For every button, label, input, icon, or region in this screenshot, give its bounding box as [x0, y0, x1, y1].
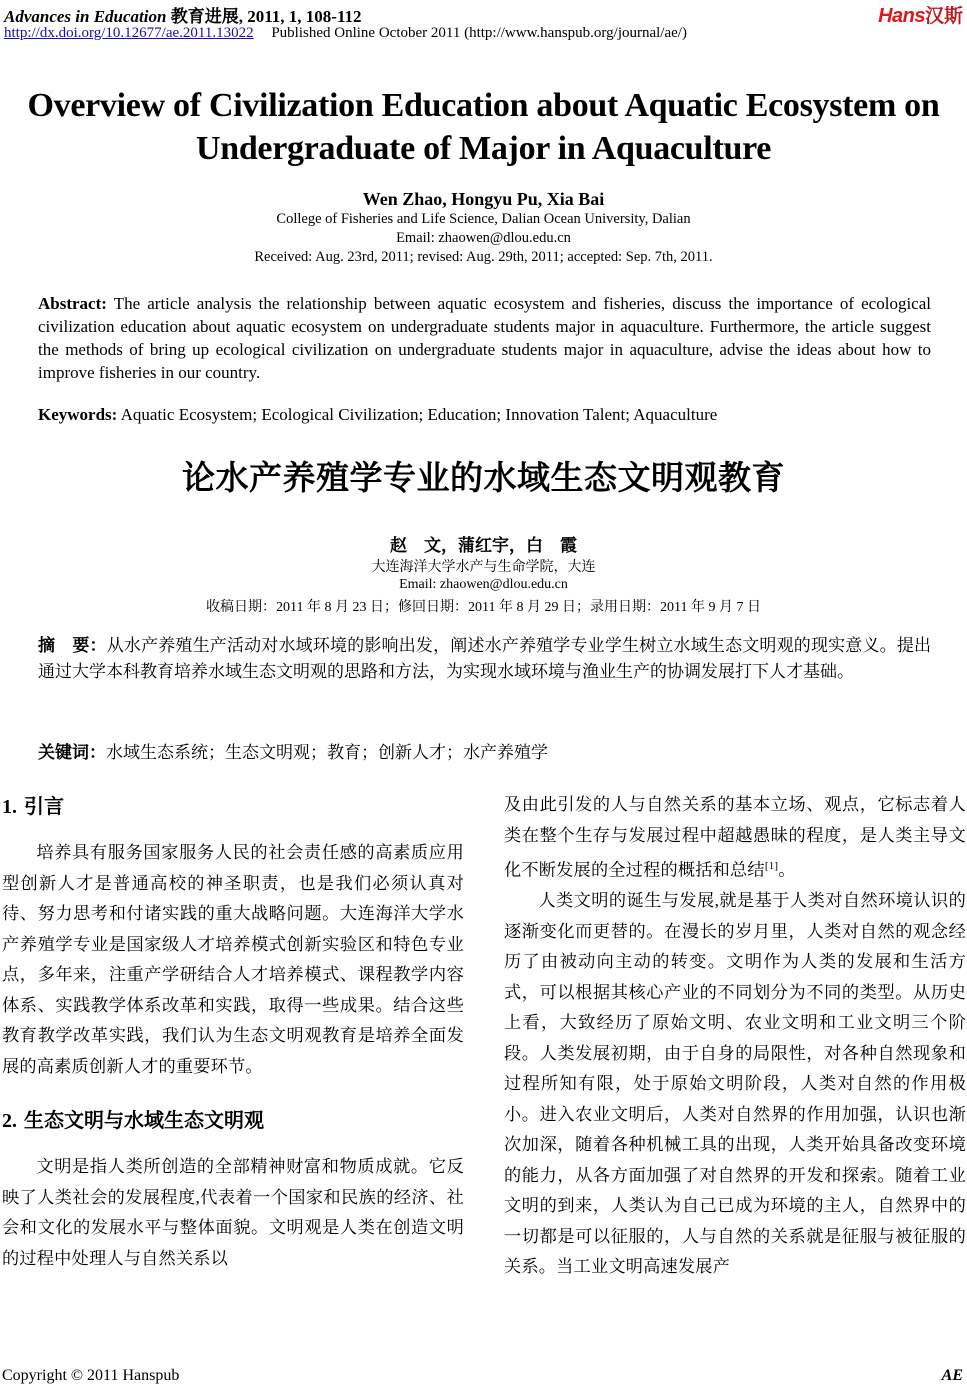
chinese-abstract-label: 摘 要： [38, 636, 107, 656]
abstract-text: The article analysis the relationship between aquatic ecosystem and fisheries, discuss the importance of ecological civilization education about aquatic ecosystem on undergraduate students major in aquaculture. Furthermore, the article suggest the methods of bring up ecological civilization on undergraduate students major in aquaculture, advise the ideas about how to improve fisheries in our country. [38, 294, 931, 382]
section-1-paragraph: 培养具有服务国家服务人民的社会责任感的高素质应用型创新人才是普通高校的神圣职责，也是我们必须认真对待、努力思考和付诸实践的重大战略问题。大连海洋大学水产养殖学专业是国家级人才培养模式创新实验区和特色专业点，多年来，注重产学研结合人才培养模式、课程教学内容体系、实践教学体系改革和实践，取得一些成果。结合这些教育教学改革实践，我们认为生态文明观教育是培养全面发展的高素质创新人才的重要环节。 [2, 843, 464, 1076]
doi-line [4, 25, 687, 42]
section-2-number: 2. [2, 1110, 17, 1132]
chinese-abstract-text: 从水产养殖生产活动对水域环境的影响出发，阐述水产养殖学专业学生树立水域生态文明观的现实意义。提出通过大学本科教育培养水域生态文明观的思路和方法，为实现水域环境与渔业生产的协调发展打下人才基础。 [38, 636, 932, 681]
chinese-authors: 赵 文，蒲红宇，白 霞 [390, 536, 577, 556]
chinese-keywords-text: 水域生态系统；生态文明观；教育；创新人才；水产养殖学 [106, 743, 548, 762]
chinese-affiliation: 大连海洋大学水产与生命学院，大连 [371, 560, 596, 575]
journal-name: Advances in Education [4, 7, 167, 26]
footer-journal-abbr: AE [941, 1367, 963, 1384]
section-2-title: 生态文明与水域生态文明观 [23, 1108, 264, 1132]
logo-latin: Hans [878, 5, 925, 27]
keywords-text: Aquatic Ecosystem; Ecological Civilization; Education; Innovation Talent; Aquaculture [120, 405, 718, 424]
section-1-title: 引言 [23, 794, 64, 818]
left-column [2, 790, 464, 1274]
doi-link[interactable]: http://dx.doi.org/10.12677/ae.2011.13022 [4, 25, 254, 41]
citation-ref[interactable]: [1] [764, 860, 779, 872]
abstract-label: Abstract: [38, 294, 107, 313]
right-column [504, 790, 966, 1283]
section-2-paragraph-1-continued [504, 790, 966, 886]
logo-cn: 汉斯 [924, 5, 963, 27]
paragraph-end-punct: 。 [778, 860, 796, 880]
hans-logo [878, 1, 963, 28]
section-2-paragraph-1-start: 文明是指人类所创造的全部精神财富和物质成就。它反映了人类社会的发展程度,代表着一个国家和民族的经济、社会和文化的发展水平与整体面貌。文明观是人类在创造文明的过程中处理人与自然关系以 [2, 1157, 464, 1268]
english-keywords [38, 405, 931, 425]
journal-issue: 教育进展, 2011, 1, 108-112 [170, 7, 362, 26]
english-abstract [38, 292, 931, 384]
chinese-keywords-label: 关键词： [38, 743, 106, 763]
section-1-heading [2, 790, 464, 824]
section-1-number: 1. [2, 796, 17, 818]
chinese-abstract [38, 633, 931, 684]
chinese-keywords [38, 738, 931, 763]
paragraph-continued-text: 及由此引发的人与自然关系的基本立场、观点，它标志着人类在整个生存与发展过程中超越愚昧的程度，是人类主导文化不断发展的全过程的概括和总结 [504, 795, 966, 880]
chinese-title: 论水产养殖学专业的水域生态文明观教育 [182, 458, 785, 497]
keywords-label: Keywords: [38, 405, 118, 424]
page-header [0, 0, 967, 46]
published-online: Published Online October 2011 (http://www.hanspub.org/journal/ae/) [271, 25, 687, 41]
english-dates: Received: Aug. 23rd, 2011; revised: Aug. 29th, 2011; accepted: Sep. 7th, 2011. [254, 249, 713, 265]
english-authors: Wen Zhao, Hongyu Pu, Xia Bai [362, 189, 605, 209]
english-email: Email: zhaowen@dlou.edu.cn [396, 230, 571, 246]
section-2-heading [2, 1104, 464, 1138]
english-title: Overview of Civilization Education about Aquatic Ecosystem on Undergraduate of Major in Aquaculture [27, 87, 940, 167]
journal-citation [4, 2, 362, 27]
english-affiliation: College of Fisheries and Life Science, Dalian Ocean University, Dalian [276, 211, 691, 227]
chinese-email: Email: zhaowen@dlou.edu.cn [399, 577, 568, 592]
chinese-dates: 收稿日期：2011 年 8 月 23 日；修回日期：2011 年 8 月 29 日；录用日期：2011 年 9 月 7 日 [206, 600, 761, 615]
section-2-paragraph-2: 人类文明的诞生与发展,就是基于人类对自然环境认识的逐渐变化而更替的。在漫长的岁月里，人类对自然的观念经历了由被动向主动的转变。文明作为人类的发展和生活方式，可以根据其核心产业的不同划分为不同的类型。从历史上看，大致经历了原始文明、农业文明和工业文明三个阶段。人类发展初期，由于自身的局限性，对各种自然现象和过程所知有限，处于原始文明阶段，人类对自然的作用极小。进入农业文明后，人类对自然界的作用加强，认识也渐次加深，随着各种机械工具的出现，人类开始具备改变环境的能力，从各方面加强了对自然界的开发和探索。随着工业文明的到来，人类认为自己已成为环境的主人，自然界中的一切都是可以征服的，人与自然的关系就是征服与被征服的关系。当工业文明高速发展产 [504, 891, 966, 1277]
footer-copyright: Copyright © 2011 Hanspub [2, 1367, 180, 1384]
